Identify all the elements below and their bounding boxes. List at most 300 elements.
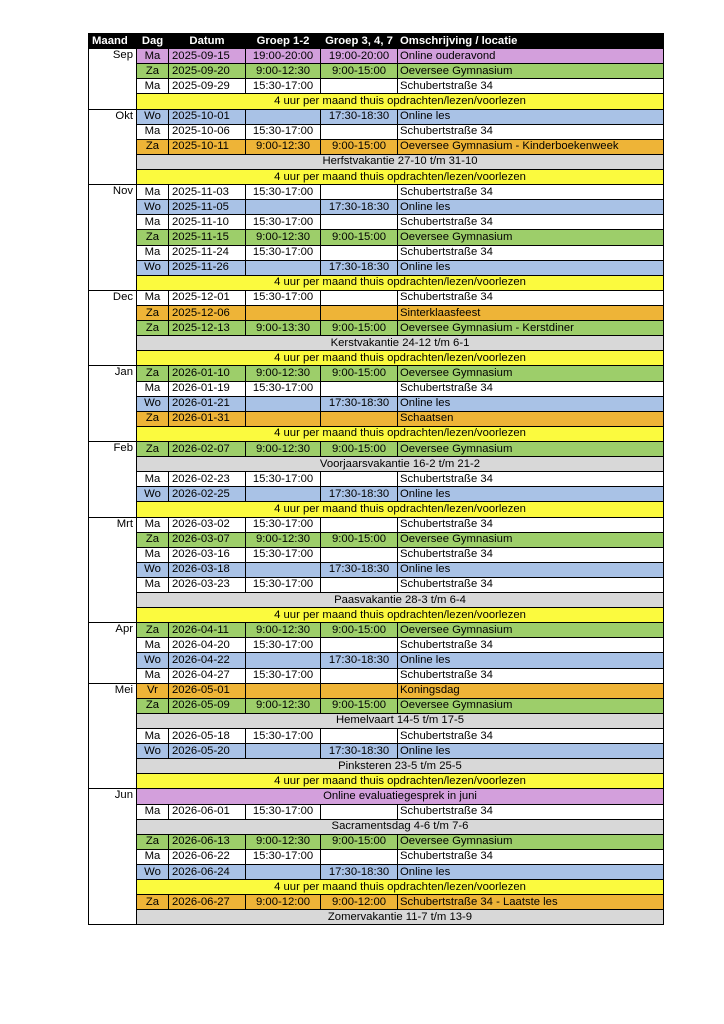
table-row — [89, 49, 664, 64]
table-row — [89, 895, 664, 910]
groep-1-2-cell: 15:30-17:00 — [246, 517, 321, 532]
day-cell: Za — [137, 64, 169, 79]
groep-3-4-7-cell: 17:30-18:30 — [321, 260, 398, 275]
date-cell: 2026-05-09 — [169, 698, 246, 713]
date-cell: 2025-11-24 — [169, 245, 246, 260]
date-cell: 2026-01-10 — [169, 366, 246, 381]
table-row — [89, 865, 664, 880]
note-row — [89, 774, 664, 789]
groep-3-4-7-cell — [321, 517, 398, 532]
table-row — [89, 638, 664, 653]
description-cell: Schubertstraße 34 — [398, 124, 664, 139]
day-cell: Za — [137, 834, 169, 849]
groep-1-2-cell: 15:30-17:00 — [246, 804, 321, 819]
groep-1-2-cell: 9:00-12:30 — [246, 139, 321, 154]
description-cell: Schubertstraße 34 — [398, 472, 664, 487]
description-cell: Schubertstraße 34 - Laatste les — [398, 895, 664, 910]
month-cell — [89, 774, 137, 789]
date-cell: 2026-06-24 — [169, 865, 246, 880]
groep-1-2-cell: 15:30-17:00 — [246, 215, 321, 230]
date-cell: 2026-06-13 — [169, 834, 246, 849]
description-cell: Oeversee Gymnasium - Kinderboekenweek — [398, 139, 664, 154]
description-cell: Online les — [398, 653, 664, 668]
groep-1-2-cell: 9:00-12:30 — [246, 698, 321, 713]
date-cell: 2026-01-31 — [169, 411, 246, 426]
description-cell: Schubertstraße 34 — [398, 290, 664, 305]
day-cell: Ma — [137, 668, 169, 683]
note-cell: 4 uur per maand thuis opdrachten/lezen/voorlezen — [137, 426, 664, 441]
month-cell — [89, 880, 137, 895]
day-cell: Wo — [137, 260, 169, 275]
date-cell: 2025-11-10 — [169, 215, 246, 230]
table-row — [89, 305, 664, 320]
month-cell — [89, 230, 137, 245]
description-cell: Online les — [398, 562, 664, 577]
groep-1-2-cell — [246, 683, 321, 698]
month-cell — [89, 457, 137, 472]
note-row — [89, 880, 664, 895]
note-cell: Voorjaarsvakantie 16-2 t/m 21-2 — [137, 457, 664, 472]
description-cell: Online les — [398, 200, 664, 215]
table-row — [89, 698, 664, 713]
month-cell: Jun — [89, 789, 137, 804]
groep-3-4-7-cell — [321, 577, 398, 592]
groep-1-2-cell: 15:30-17:00 — [246, 124, 321, 139]
table-row — [89, 577, 664, 592]
date-cell: 2025-11-05 — [169, 200, 246, 215]
date-cell: 2026-03-07 — [169, 532, 246, 547]
day-cell: Ma — [137, 472, 169, 487]
groep-1-2-cell — [246, 562, 321, 577]
table-row — [89, 109, 664, 124]
note-cell: 4 uur per maand thuis opdrachten/lezen/voorlezen — [137, 880, 664, 895]
groep-1-2-cell: 15:30-17:00 — [246, 668, 321, 683]
table-body — [89, 49, 664, 925]
date-cell: 2025-12-13 — [169, 321, 246, 336]
groep-1-2-cell: 15:30-17:00 — [246, 849, 321, 864]
groep-3-4-7-cell — [321, 729, 398, 744]
day-cell: Wo — [137, 487, 169, 502]
date-cell: 2025-11-03 — [169, 185, 246, 200]
groep-3-4-7-cell — [321, 305, 398, 320]
note-row — [89, 759, 664, 774]
groep-3-4-7-cell: 9:00-12:00 — [321, 895, 398, 910]
description-cell: Oeversee Gymnasium — [398, 698, 664, 713]
groep-3-4-7-cell — [321, 215, 398, 230]
table-row — [89, 79, 664, 94]
date-cell: 2026-05-18 — [169, 729, 246, 744]
month-cell: Mei — [89, 683, 137, 698]
table-row — [89, 396, 664, 411]
groep-3-4-7-cell: 9:00-15:00 — [321, 834, 398, 849]
table-row — [89, 668, 664, 683]
groep-3-4-7-cell — [321, 411, 398, 426]
month-cell — [89, 834, 137, 849]
description-cell: Schubertstraße 34 — [398, 668, 664, 683]
groep-3-4-7-cell: 9:00-15:00 — [321, 698, 398, 713]
groep-1-2-cell — [246, 260, 321, 275]
groep-3-4-7-cell — [321, 683, 398, 698]
date-cell: 2026-04-20 — [169, 638, 246, 653]
groep-1-2-cell: 9:00-12:30 — [246, 64, 321, 79]
day-cell: Ma — [137, 849, 169, 864]
table-row — [89, 215, 664, 230]
header-maand: Maand — [89, 34, 137, 49]
groep-3-4-7-cell — [321, 668, 398, 683]
groep-1-2-cell: 15:30-17:00 — [246, 638, 321, 653]
month-cell — [89, 562, 137, 577]
groep-1-2-cell: 9:00-12:30 — [246, 834, 321, 849]
note-row — [89, 154, 664, 169]
note-row — [89, 593, 664, 608]
date-cell: 2025-09-15 — [169, 49, 246, 64]
groep-3-4-7-cell: 19:00-20:00 — [321, 49, 398, 64]
date-cell: 2026-02-07 — [169, 441, 246, 456]
description-cell: Sinterklaasfeest — [398, 305, 664, 320]
groep-3-4-7-cell: 17:30-18:30 — [321, 200, 398, 215]
day-cell: Wo — [137, 109, 169, 124]
day-cell: Za — [137, 305, 169, 320]
day-cell: Wo — [137, 562, 169, 577]
day-cell: Ma — [137, 79, 169, 94]
groep-1-2-cell: 15:30-17:00 — [246, 577, 321, 592]
table-header — [89, 34, 664, 49]
day-cell: Ma — [137, 290, 169, 305]
table-row — [89, 366, 664, 381]
groep-1-2-cell: 15:30-17:00 — [246, 472, 321, 487]
month-cell — [89, 729, 137, 744]
groep-3-4-7-cell — [321, 804, 398, 819]
table-row — [89, 683, 664, 698]
month-cell — [89, 849, 137, 864]
day-cell: Za — [137, 532, 169, 547]
month-cell — [89, 64, 137, 79]
description-cell: Oeversee Gymnasium — [398, 441, 664, 456]
note-cell: Pinksteren 23-5 t/m 25-5 — [137, 759, 664, 774]
description-cell: Schaatsen — [398, 411, 664, 426]
month-cell — [89, 502, 137, 517]
table-row — [89, 139, 664, 154]
table-row — [89, 653, 664, 668]
groep-3-4-7-cell: 17:30-18:30 — [321, 562, 398, 577]
note-cell: 4 uur per maand thuis opdrachten/lezen/voorlezen — [137, 94, 664, 109]
month-cell — [89, 487, 137, 502]
month-cell — [89, 547, 137, 562]
note-row — [89, 351, 664, 366]
month-cell — [89, 910, 137, 925]
description-cell: Schubertstraße 34 — [398, 79, 664, 94]
date-cell: 2026-02-23 — [169, 472, 246, 487]
table-row — [89, 744, 664, 759]
table-row — [89, 381, 664, 396]
date-cell: 2025-10-06 — [169, 124, 246, 139]
month-cell — [89, 638, 137, 653]
schedule-table — [88, 33, 664, 925]
groep-3-4-7-cell — [321, 849, 398, 864]
note-row — [89, 426, 664, 441]
groep-1-2-cell: 15:30-17:00 — [246, 245, 321, 260]
month-cell — [89, 124, 137, 139]
day-cell: Ma — [137, 804, 169, 819]
table-row — [89, 441, 664, 456]
month-cell — [89, 139, 137, 154]
description-cell: Oeversee Gymnasium - Kerstdiner — [398, 321, 664, 336]
month-cell — [89, 215, 137, 230]
groep-1-2-cell — [246, 411, 321, 426]
schedule-sheet — [88, 33, 663, 925]
table-row — [89, 321, 664, 336]
table-row — [89, 260, 664, 275]
month-cell — [89, 426, 137, 441]
groep-3-4-7-cell: 9:00-15:00 — [321, 623, 398, 638]
month-cell — [89, 411, 137, 426]
groep-1-2-cell: 15:30-17:00 — [246, 547, 321, 562]
month-cell — [89, 154, 137, 169]
month-cell — [89, 713, 137, 728]
date-cell: 2026-01-19 — [169, 381, 246, 396]
date-cell: 2026-06-22 — [169, 849, 246, 864]
table-row — [89, 532, 664, 547]
date-cell: 2026-05-01 — [169, 683, 246, 698]
month-cell — [89, 577, 137, 592]
header-row — [89, 34, 664, 49]
groep-1-2-cell — [246, 744, 321, 759]
table-row — [89, 487, 664, 502]
date-cell: 2026-01-21 — [169, 396, 246, 411]
date-cell: 2026-03-02 — [169, 517, 246, 532]
month-cell — [89, 593, 137, 608]
header-groep-1-2: Groep 1-2 — [246, 34, 321, 49]
day-cell: Za — [137, 441, 169, 456]
description-cell: Schubertstraße 34 — [398, 381, 664, 396]
groep-3-4-7-cell: 9:00-15:00 — [321, 321, 398, 336]
groep-3-4-7-cell: 17:30-18:30 — [321, 396, 398, 411]
note-cell: 4 uur per maand thuis opdrachten/lezen/voorlezen — [137, 169, 664, 184]
table-row — [89, 623, 664, 638]
day-cell: Ma — [137, 381, 169, 396]
description-cell: Schubertstraße 34 — [398, 245, 664, 260]
groep-3-4-7-cell — [321, 124, 398, 139]
day-cell: Ma — [137, 547, 169, 562]
month-cell — [89, 79, 137, 94]
description-cell: Koningsdag — [398, 683, 664, 698]
note-row — [89, 608, 664, 623]
month-cell — [89, 865, 137, 880]
month-cell — [89, 532, 137, 547]
groep-3-4-7-cell: 9:00-15:00 — [321, 366, 398, 381]
month-cell — [89, 804, 137, 819]
table-row — [89, 729, 664, 744]
groep-3-4-7-cell: 9:00-15:00 — [321, 64, 398, 79]
day-cell: Ma — [137, 185, 169, 200]
note-cell: Paasvakantie 28-3 t/m 6-4 — [137, 593, 664, 608]
note-cell: Hemelvaart 14-5 t/m 17-5 — [137, 713, 664, 728]
groep-1-2-cell — [246, 653, 321, 668]
day-cell: Ma — [137, 49, 169, 64]
groep-1-2-cell — [246, 865, 321, 880]
groep-3-4-7-cell: 9:00-15:00 — [321, 230, 398, 245]
groep-1-2-cell: 15:30-17:00 — [246, 79, 321, 94]
date-cell: 2025-09-29 — [169, 79, 246, 94]
note-row — [89, 713, 664, 728]
table-row — [89, 185, 664, 200]
month-cell — [89, 472, 137, 487]
month-cell — [89, 351, 137, 366]
description-cell: Online les — [398, 744, 664, 759]
groep-1-2-cell: 9:00-12:30 — [246, 366, 321, 381]
day-cell: Za — [137, 230, 169, 245]
day-cell: Ma — [137, 215, 169, 230]
month-cell: Sep — [89, 49, 137, 64]
description-cell: Schubertstraße 34 — [398, 577, 664, 592]
month-cell — [89, 698, 137, 713]
day-cell: Ma — [137, 124, 169, 139]
table-row — [89, 230, 664, 245]
description-cell: Schubertstraße 34 — [398, 849, 664, 864]
day-cell: Za — [137, 895, 169, 910]
groep-3-4-7-cell: 17:30-18:30 — [321, 653, 398, 668]
date-cell: 2026-03-16 — [169, 547, 246, 562]
description-cell: Schubertstraße 34 — [398, 547, 664, 562]
description-cell: Schubertstraße 34 — [398, 804, 664, 819]
groep-3-4-7-cell — [321, 547, 398, 562]
month-cell — [89, 321, 137, 336]
month-cell — [89, 260, 137, 275]
date-cell: 2025-12-06 — [169, 305, 246, 320]
groep-1-2-cell: 15:30-17:00 — [246, 290, 321, 305]
description-cell: Oeversee Gymnasium — [398, 64, 664, 79]
groep-1-2-cell: 15:30-17:00 — [246, 729, 321, 744]
month-cell — [89, 94, 137, 109]
table-row — [89, 200, 664, 215]
table-row — [89, 804, 664, 819]
table-row — [89, 834, 664, 849]
date-cell: 2026-03-18 — [169, 562, 246, 577]
date-cell: 2025-12-01 — [169, 290, 246, 305]
groep-1-2-cell: 9:00-12:30 — [246, 532, 321, 547]
date-cell: 2026-04-22 — [169, 653, 246, 668]
description-cell: Schubertstraße 34 — [398, 638, 664, 653]
groep-1-2-cell — [246, 396, 321, 411]
groep-3-4-7-cell — [321, 638, 398, 653]
description-cell: Oeversee Gymnasium — [398, 230, 664, 245]
groep-3-4-7-cell: 9:00-15:00 — [321, 441, 398, 456]
date-cell: 2026-02-25 — [169, 487, 246, 502]
day-cell: Ma — [137, 638, 169, 653]
description-cell: Online ouderavond — [398, 49, 664, 64]
day-cell: Wo — [137, 200, 169, 215]
day-cell: Wo — [137, 744, 169, 759]
table-row — [89, 245, 664, 260]
date-cell: 2025-11-26 — [169, 260, 246, 275]
day-cell: Za — [137, 321, 169, 336]
groep-1-2-cell: 9:00-12:30 — [246, 441, 321, 456]
note-cell: Sacramentsdag 4-6 t/m 7-6 — [137, 819, 664, 834]
table-row — [89, 411, 664, 426]
header-groep-3-4-7: Groep 3, 4, 7 — [321, 34, 398, 49]
groep-1-2-cell — [246, 487, 321, 502]
note-cell: Herfstvakantie 27-10 t/m 31-10 — [137, 154, 664, 169]
note-row — [89, 169, 664, 184]
month-cell: Okt — [89, 109, 137, 124]
day-cell: Za — [137, 139, 169, 154]
table-row — [89, 517, 664, 532]
table-row — [89, 290, 664, 305]
description-cell: Oeversee Gymnasium — [398, 623, 664, 638]
groep-3-4-7-cell — [321, 185, 398, 200]
note-cell: Zomervakantie 11-7 t/m 13-9 — [137, 910, 664, 925]
groep-1-2-cell: 19:00-20:00 — [246, 49, 321, 64]
month-cell — [89, 895, 137, 910]
note-row — [89, 819, 664, 834]
month-cell: Apr — [89, 623, 137, 638]
groep-3-4-7-cell: 17:30-18:30 — [321, 487, 398, 502]
day-cell: Wo — [137, 653, 169, 668]
groep-3-4-7-cell: 17:30-18:30 — [321, 744, 398, 759]
table-row — [89, 124, 664, 139]
groep-3-4-7-cell — [321, 245, 398, 260]
note-row — [89, 910, 664, 925]
day-cell: Ma — [137, 517, 169, 532]
date-cell: 2026-06-27 — [169, 895, 246, 910]
month-cell — [89, 200, 137, 215]
description-cell: Oeversee Gymnasium — [398, 834, 664, 849]
date-cell: 2026-04-27 — [169, 668, 246, 683]
groep-1-2-cell: 15:30-17:00 — [246, 381, 321, 396]
table-row — [89, 562, 664, 577]
note-row — [89, 789, 664, 804]
description-cell: Online les — [398, 260, 664, 275]
groep-3-4-7-cell — [321, 381, 398, 396]
description-cell: Oeversee Gymnasium — [398, 532, 664, 547]
month-cell: Mrt — [89, 517, 137, 532]
description-cell: Schubertstraße 34 — [398, 729, 664, 744]
description-cell: Schubertstraße 34 — [398, 215, 664, 230]
day-cell: Za — [137, 366, 169, 381]
table-row — [89, 64, 664, 79]
month-cell — [89, 305, 137, 320]
header-datum: Datum — [169, 34, 246, 49]
day-cell: Ma — [137, 245, 169, 260]
groep-3-4-7-cell — [321, 290, 398, 305]
day-cell: Za — [137, 411, 169, 426]
note-cell: 4 uur per maand thuis opdrachten/lezen/voorlezen — [137, 275, 664, 290]
month-cell — [89, 169, 137, 184]
groep-1-2-cell: 9:00-12:00 — [246, 895, 321, 910]
month-cell — [89, 819, 137, 834]
month-cell — [89, 275, 137, 290]
month-cell — [89, 744, 137, 759]
note-row — [89, 502, 664, 517]
description-cell: Online les — [398, 109, 664, 124]
date-cell: 2025-11-15 — [169, 230, 246, 245]
day-cell: Za — [137, 623, 169, 638]
note-row — [89, 94, 664, 109]
day-cell: Ma — [137, 729, 169, 744]
month-cell: Nov — [89, 185, 137, 200]
groep-1-2-cell: 9:00-13:30 — [246, 321, 321, 336]
groep-1-2-cell: 9:00-12:30 — [246, 623, 321, 638]
note-cell: 4 uur per maand thuis opdrachten/lezen/voorlezen — [137, 608, 664, 623]
groep-3-4-7-cell: 9:00-15:00 — [321, 139, 398, 154]
date-cell: 2026-04-11 — [169, 623, 246, 638]
date-cell: 2026-03-23 — [169, 577, 246, 592]
note-row — [89, 457, 664, 472]
day-cell: Wo — [137, 396, 169, 411]
month-cell — [89, 336, 137, 351]
note-row — [89, 275, 664, 290]
groep-1-2-cell — [246, 200, 321, 215]
